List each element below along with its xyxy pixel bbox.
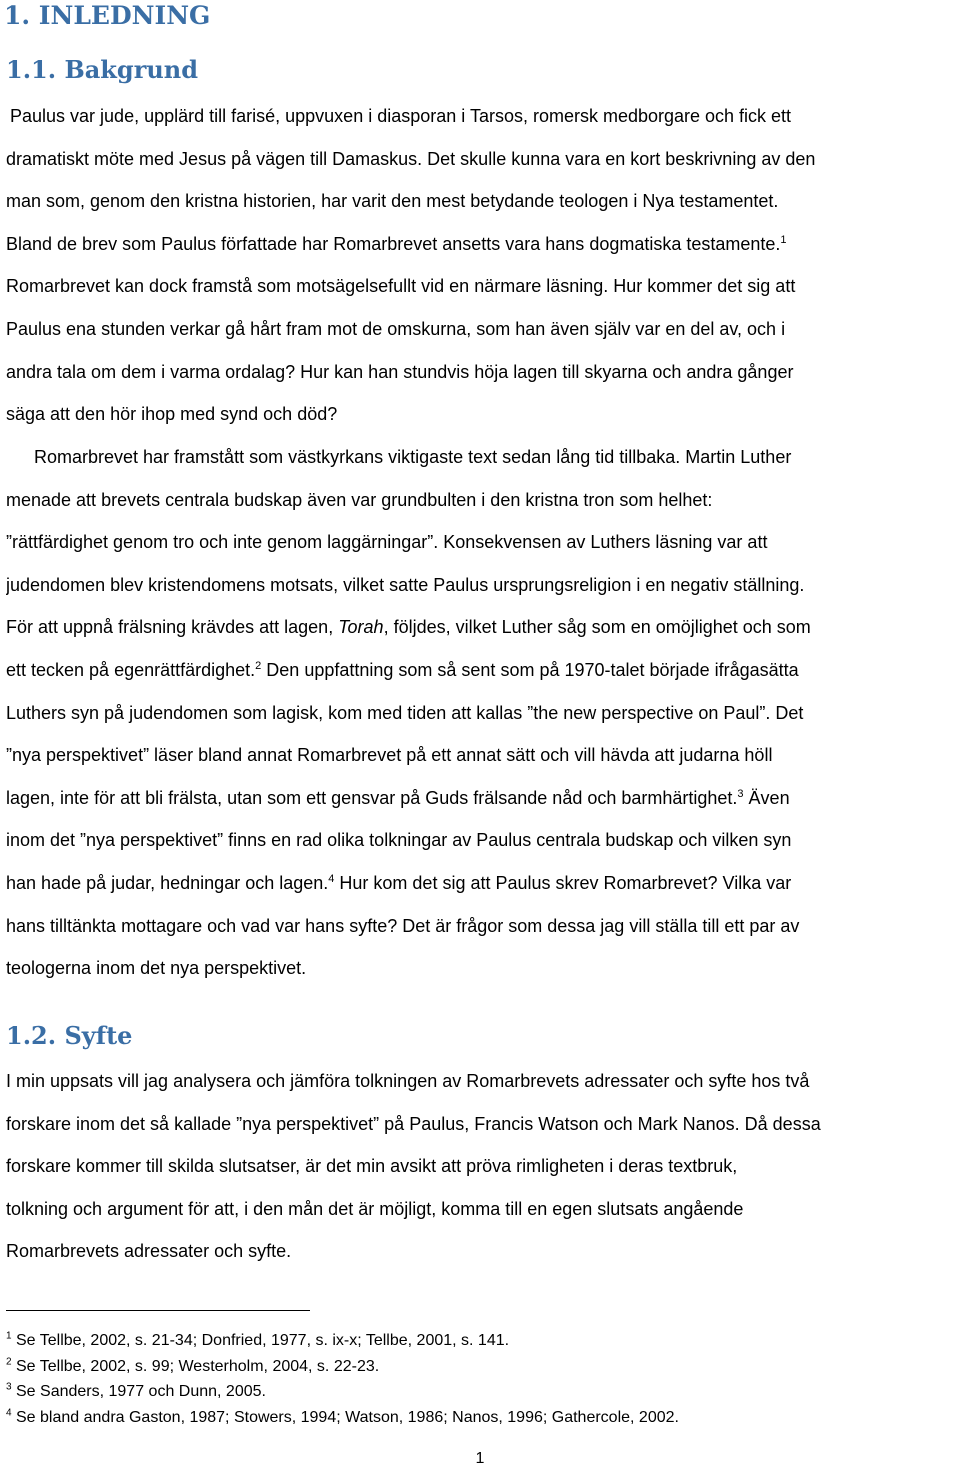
text-line: I min uppsats vill jag analysera och jämföra tolkningen av Romarbrevets adressater och syfte hos två xyxy=(6,1071,810,1091)
text-line: andra tala om dem i varma ordalag? Hur kan han stundvis höja lagen till skyarna och andra gånger xyxy=(6,361,794,382)
text-line: teologerna inom det nya perspektivet. xyxy=(6,958,307,979)
text-line: forskare inom det så kallade ”nya perspektivet” på Paulus, Francis Watson och Mark Nanos. Då dessa xyxy=(6,1113,821,1134)
section-heading-background: 1.1. Bakgrund xyxy=(6,55,199,84)
footnote-number: 3 xyxy=(6,1381,12,1393)
text-segment: ett tecken på egenrättfärdighet. xyxy=(6,659,256,680)
text-line: inom det ”nya perspektivet” finns en rad olika tolkningar av Paulus centrala budskap och vilken syn xyxy=(6,830,792,851)
text-segment: Hur kom det sig att Paulus skrev Romarbrevet? Vilka var xyxy=(334,872,792,893)
text-segment: lagen, inte för att bli frälsta, utan som ett gensvar på Guds frälsande nåd och barmhärtighet. xyxy=(6,787,738,808)
text-line: Paulus var jude, upplärd till farisé, uppvuxen i diasporan i Tarsos, romersk medborgare och fick ett xyxy=(10,106,792,126)
footnote xyxy=(6,1354,956,1380)
footnote-number: 2 xyxy=(6,1356,12,1368)
paragraph-purpose xyxy=(6,1060,958,1273)
footnote-ref: 4 xyxy=(328,872,335,885)
text-segment: , följdes, vilket Luther såg som en omöjlighet och som xyxy=(383,617,811,638)
text-line: Paulus ena stunden verkar gå hårt fram mot de omskurna, som han även själv var en del av, och i xyxy=(6,318,786,339)
text-line: hans tilltänkta mottagare och vad var hans syfte? Det är frågor som dessa jag vill ställa till ett par av xyxy=(6,915,800,936)
text-line: judendomen blev kristendomens motsats, vilket satte Paulus ursprungsreligion i en negativ ställning. xyxy=(6,574,805,595)
text-segment: Även xyxy=(743,787,790,808)
footnote-separator xyxy=(6,1310,310,1311)
footnotes xyxy=(6,1328,956,1430)
text-line-content: Bland de brev som Paulus författade har Romarbrevet ansetts vara hans dogmatiska testamente. xyxy=(6,233,781,254)
footnote-ref: 1 xyxy=(780,233,787,246)
footnote xyxy=(6,1405,956,1431)
text-line: ”rättfärdighet genom tro och inte genom laggärningar”. Konsekvensen av Luthers läsning var att xyxy=(6,532,768,553)
text-line: forskare kommer till skilda slutsatser, är det min avsikt att pröva rimligheten i deras textbruk, xyxy=(6,1156,738,1177)
footnote-text: Se bland andra Gaston, 1987; Stowers, 1994; Watson, 1986; Nanos, 1996; Gathercole, 2002. xyxy=(11,1408,679,1426)
text-line: tolkning och argument för att, i den mån det är möjligt, komma till en egen slutsats angående xyxy=(6,1198,744,1219)
footnote xyxy=(6,1379,956,1405)
paragraph-luther xyxy=(6,436,958,990)
footnote-text: Se Tellbe, 2002, s. 99; Westerholm, 2004, s. 22-23. xyxy=(11,1357,380,1375)
text-line: Romarbrevet har framstått som västkyrkans viktigaste text sedan lång tid tillbaka. Martin Luther xyxy=(34,447,792,467)
paragraph-background xyxy=(6,95,958,436)
text-line xyxy=(6,606,958,649)
italic-term: Torah xyxy=(338,617,384,638)
section-heading-purpose: 1.2. Syfte xyxy=(6,1021,133,1050)
chapter-heading: 1. INLEDNING xyxy=(4,1,211,30)
text-line xyxy=(6,223,958,266)
footnote-number: 1 xyxy=(6,1330,12,1342)
footnote-number: 4 xyxy=(6,1407,12,1419)
text-line: Romarbrevet kan dock framstå som motsägelsefullt vid en närmare läsning. Hur kommer det sig att xyxy=(6,276,796,297)
text-line: säga att den hör ihop med synd och död? xyxy=(6,404,338,425)
text-line: menade att brevets centrala budskap även var grundbulten i den kristna tron som helhet: xyxy=(6,489,713,510)
text-line: dramatiskt möte med Jesus på vägen till Damaskus. Det skulle kunna vara en kort beskrivning av den xyxy=(6,148,816,169)
text-segment: han hade på judar, hedningar och lagen. xyxy=(6,872,329,893)
text-line: ”nya perspektivet” läser bland annat Romarbrevet på ett annat sätt och vill hävda att judarna höll xyxy=(6,745,773,766)
footnote-ref: 3 xyxy=(737,787,744,800)
text-line: Romarbrevets adressater och syfte. xyxy=(6,1241,292,1262)
footnote-ref: 2 xyxy=(255,659,262,672)
text-line xyxy=(6,862,958,905)
text-line xyxy=(6,649,958,692)
text-line: man som, genom den kristna historien, har varit den mest betydande teologen i Nya testamentet. xyxy=(6,191,779,212)
footnote xyxy=(6,1328,956,1354)
text-segment: Den uppfattning som så sent som på 1970-talet började ifrågasätta xyxy=(261,659,799,680)
page-number: 1 xyxy=(475,1450,485,1467)
text-line: Luthers syn på judendomen som lagisk, kom med tiden att kallas ”the new perspective on Paul”. Det xyxy=(6,702,804,723)
footnote-text: Se Tellbe, 2002, s. 21-34; Donfried, 1977, s. ix-x; Tellbe, 2001, s. 141. xyxy=(11,1332,510,1349)
footnote-text: Se Sanders, 1977 och Dunn, 2005. xyxy=(11,1383,266,1400)
text-segment: För att uppnå frälsning krävdes att lagen, xyxy=(6,617,339,638)
text-line xyxy=(6,777,958,820)
